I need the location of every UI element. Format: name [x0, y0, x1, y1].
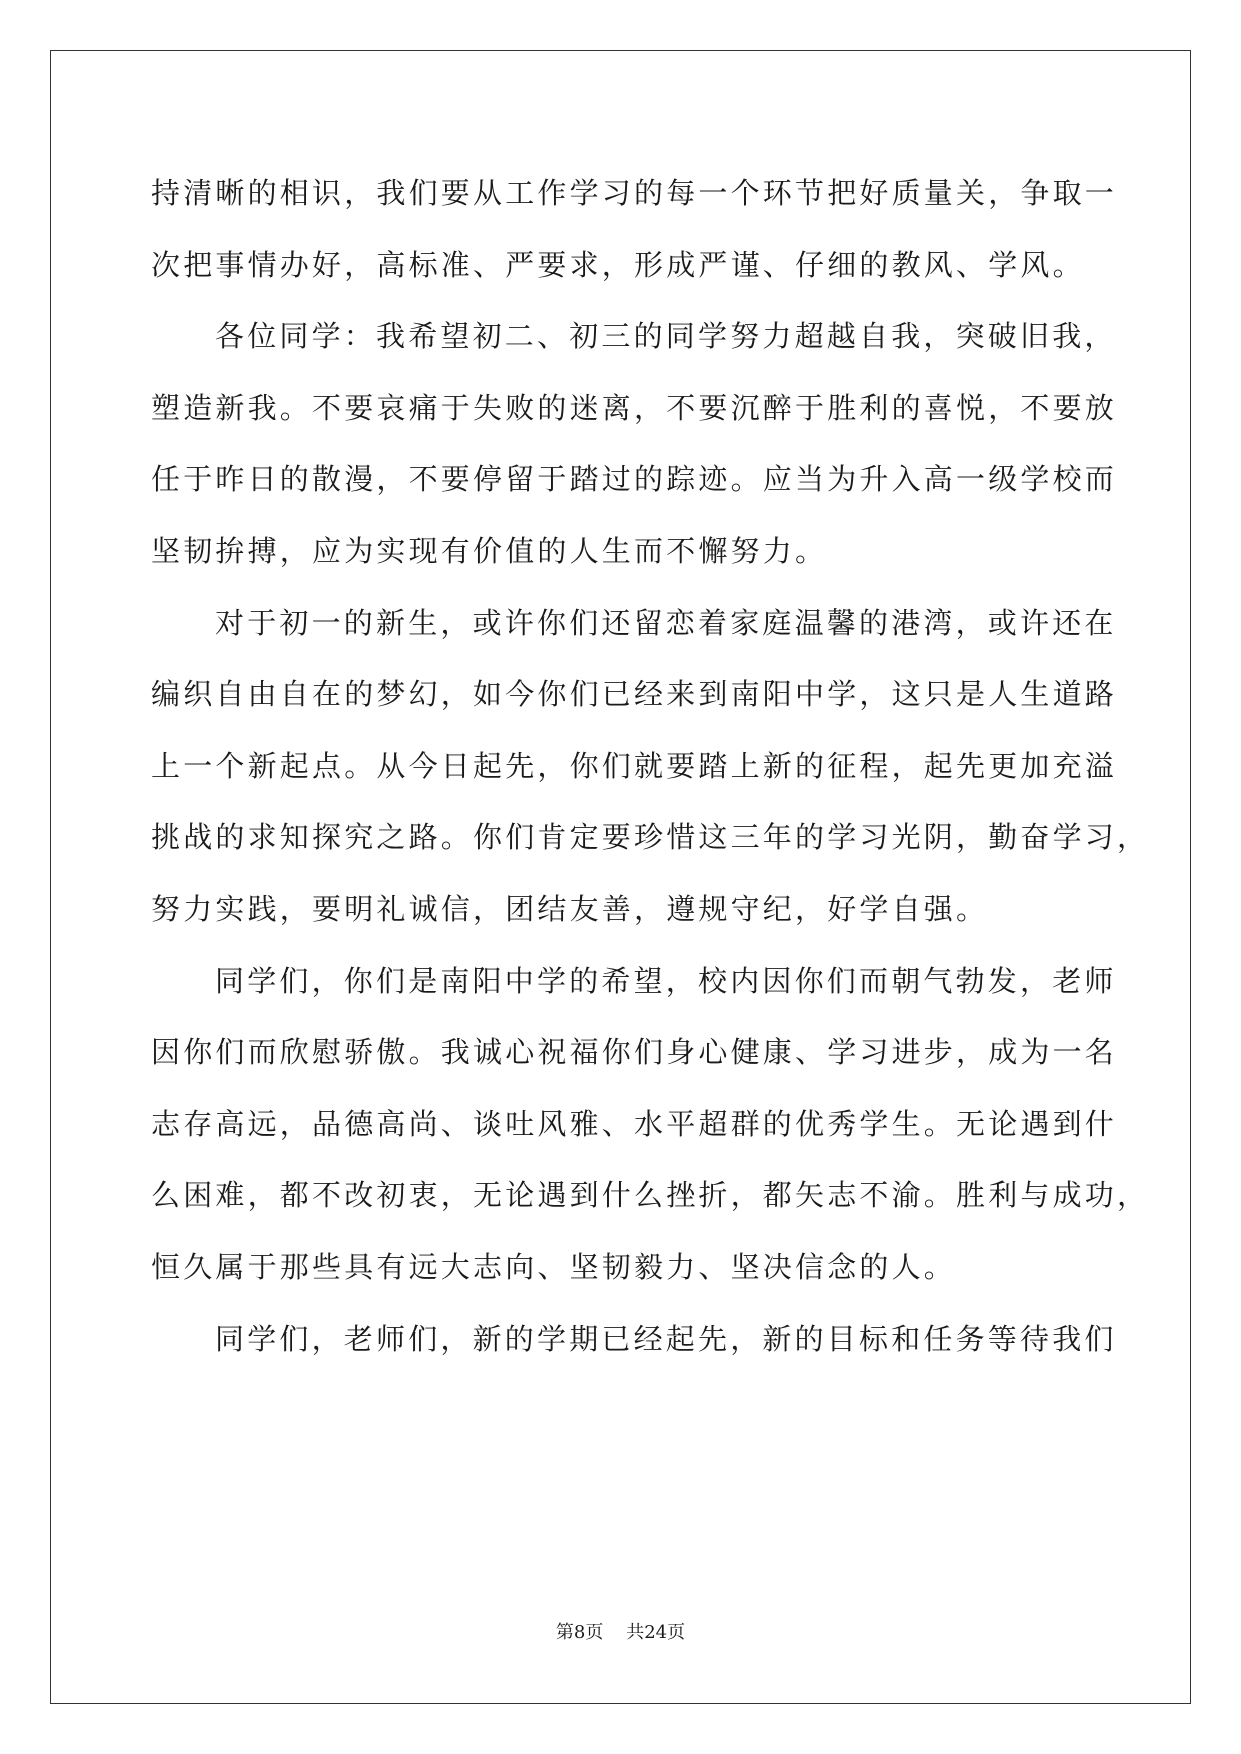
text-line: 编织自由自在的梦幻，如今你们已经来到南阳中学，这只是人生道路 [151, 677, 1118, 712]
text-line: 同学们，你们是南阳中学的希望，校内因你们而朝气勃发，老师 [215, 963, 1117, 998]
text-line: 坚韧拚搏，应为实现有价值的人生而不懈努力。 [151, 533, 828, 568]
text-line: 努力实践，要明礼诚信，团结友善，遵规守纪，好学自强。 [151, 891, 989, 926]
text-line: 次把事情办好，高标准、严要求，形成严谨、仔细的教风、学风。 [151, 247, 1085, 282]
text-line: 因你们而欣慰骄傲。我诚心祝福你们身心健康、学习进步，成为一名 [151, 1035, 1118, 1070]
text-line: 各位同学：我希望初二、初三的同学努力超越自我，突破旧我， [215, 319, 1117, 354]
text-line: 对于初一的新生，或许你们还留恋着家庭温馨的港湾，或许还在 [215, 605, 1117, 640]
page-footer [0, 1618, 1241, 1644]
text-line: 塑造新我。不要哀痛于失败的迷离，不要沉醉于胜利的喜悦，不要放 [151, 390, 1118, 425]
body-text [151, 158, 1150, 1375]
text-line: 持清晰的相识，我们要从工作学习的每一个环节把好质量关，争取一 [151, 176, 1118, 210]
text-line: 上一个新起点。从今日起先，你们就要踏上新的征程，起先更加充溢 [151, 748, 1118, 783]
text-line: 恒久属于那些具有远大志向、坚韧毅力、坚决信念的人。 [151, 1249, 957, 1284]
page-total: 共24页 [626, 1622, 686, 1643]
page-number: 第8页 [555, 1622, 604, 1643]
text-line: 么困难，都不改初衷，无论遇到什么挫折，都矢志不渝。胜利与成功， [151, 1178, 1150, 1213]
text-line: 任于昨日的散漫，不要停留于踏过的踪迹。应当为升入高一级学校而 [151, 462, 1118, 497]
text-line: 挑战的求知探究之路。你们肯定要珍惜这三年的学习光阴，勤奋学习， [151, 820, 1150, 855]
text-line: 同学们，老师们，新的学期已经起先，新的目标和任务等待我们 [215, 1321, 1117, 1356]
text-line: 志存高远，品德高尚、谈吐风雅、水平超群的优秀学生。无论遇到什 [151, 1106, 1118, 1141]
